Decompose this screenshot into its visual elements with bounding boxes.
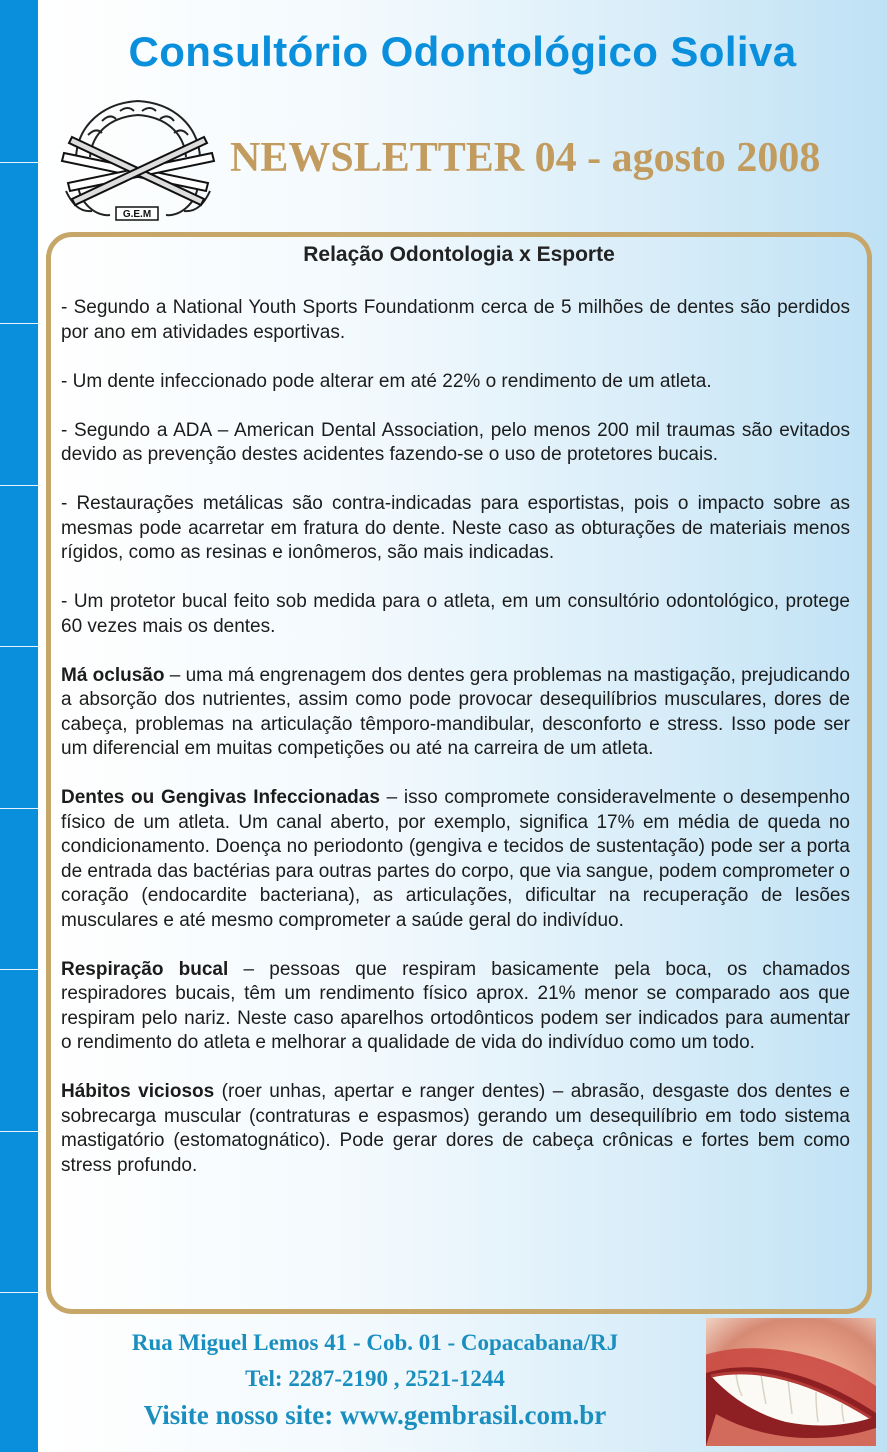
article-paragraph <box>61 664 850 762</box>
left-sidebar-stripe <box>0 0 38 1452</box>
article-paragraph <box>61 786 850 933</box>
smile-photo <box>706 1318 876 1446</box>
paragraph-lead: Má oclusão <box>61 664 165 686</box>
paragraph-lead: Hábitos viciosos <box>61 1081 215 1102</box>
paragraph-text: – uma má engrenagem dos dentes gera problemas na mastigação, prejudicando a absorção dos nutrientes, assim como pode provocar desequilíbrios musculares, dores de cabeça, problemas na articulação têmporo-mandibular, desconforto e stress. Isso pode ser um diferencial em muitas competições ou até na carreira de um atleta. <box>61 664 850 759</box>
footer-website-link[interactable]: Visite nosso site: www.gembrasil.com.br <box>143 1400 607 1430</box>
sidebar-divider <box>0 969 38 970</box>
sidebar-divider <box>0 162 38 163</box>
paragraph-text: - Segundo a ADA – American Dental Association, pelo menos 200 mil traumas são evitados devido as prevenção destes acidentes fazendo-se o uso de protetores bucais. <box>61 419 850 465</box>
sidebar-divider <box>0 1131 38 1132</box>
paragraph-text: - Restaurações metálicas são contra-indicadas para esportistas, pois o impacto sobre as mesmas pode acarretar em fratura do dente. Neste caso as obturações de materiais menos rígidos, como as resinas e ionômeros, são mais indicadas. <box>61 493 850 563</box>
article-paragraph <box>61 958 850 1056</box>
dental-arch-logo <box>58 95 218 225</box>
paragraph-lead: Dentes ou Gengivas Infeccionadas <box>61 787 380 808</box>
paragraph-text: - Um dente infeccionado pode alterar em até 22% o rendimento de um atleta. <box>61 370 712 392</box>
paragraph-text: - Um protetor bucal feito sob medida para o atleta, em um consultório odontológico, protege 60 vezes mais os dentes. <box>61 591 850 637</box>
article-paragraph <box>61 492 850 566</box>
article-heading: Relação Odontologia x Esporte <box>303 243 615 266</box>
article-paragraph <box>61 590 850 639</box>
sidebar-divider <box>0 808 38 809</box>
article-paragraph <box>61 1080 850 1178</box>
footer-address: Rua Miguel Lemos 41 - Cob. 01 - Copacabana/RJ <box>131 1330 619 1355</box>
paragraph-text: (roer unhas, apertar e ranger dentes) – abrasão, desgaste dos dentes e sobrecarga muscular (contraturas e espasmos) gerando um desequilíbrio em todo sistema mastigatório (estomatognático). Pode gerar dores de cabeça crônicas e fortes bem como stress profundo. <box>61 1081 850 1176</box>
article-body <box>61 296 850 1203</box>
footer-phone: Tel: 2287-2190 , 2521-1244 <box>245 1366 505 1391</box>
article-paragraph <box>61 419 850 468</box>
paragraph-text: - Segundo a National Youth Sports Foundationm cerca de 5 milhões de dentes são perdidos por ano em atividades esportivas. <box>61 297 850 343</box>
paragraph-text: – isso compromete consideravelmente o desempenho físico de um atleta. Um canal aberto, por exemplo, significa 17% em média de queda no condicionamento. Doença no periodonto (gengiva e tecidos de sustentação) pode ser a porta de entrada das bactérias para outras partes do corpo, que via sangue, podem comprometer o coração (endocardite bacteriana), as articulações, dificultar na recuperação de lesões musculares e até mesmo comprometer a saúde geral do indivíduo. <box>61 787 850 931</box>
logo-text: G.E.M <box>122 209 152 220</box>
clinic-name-title: Consultório Odontológico Soliva <box>128 28 797 75</box>
sidebar-divider <box>0 646 38 647</box>
sidebar-divider <box>0 1292 38 1293</box>
paragraph-lead: Respiração bucal <box>61 958 229 980</box>
article-paragraph <box>61 296 850 345</box>
sidebar-divider <box>0 323 38 324</box>
newsletter-title: NEWSLETTER 04 - agosto 2008 <box>230 135 821 181</box>
smile-illustration <box>706 1318 876 1446</box>
sidebar-divider <box>0 485 38 486</box>
paragraph-text: – pessoas que respiram basicamente pela boca, os chamados respiradores bucais, têm um rendimento físico aprox. 21% menor se comparado aos que respiram pelo nariz. Neste caso aparelhos ortodônticos podem ser indicados para aumentar o rendimento do atleta e melhorar a qualidade de vida do indivíduo como um todo. <box>61 958 850 1053</box>
article-paragraph <box>61 370 850 395</box>
